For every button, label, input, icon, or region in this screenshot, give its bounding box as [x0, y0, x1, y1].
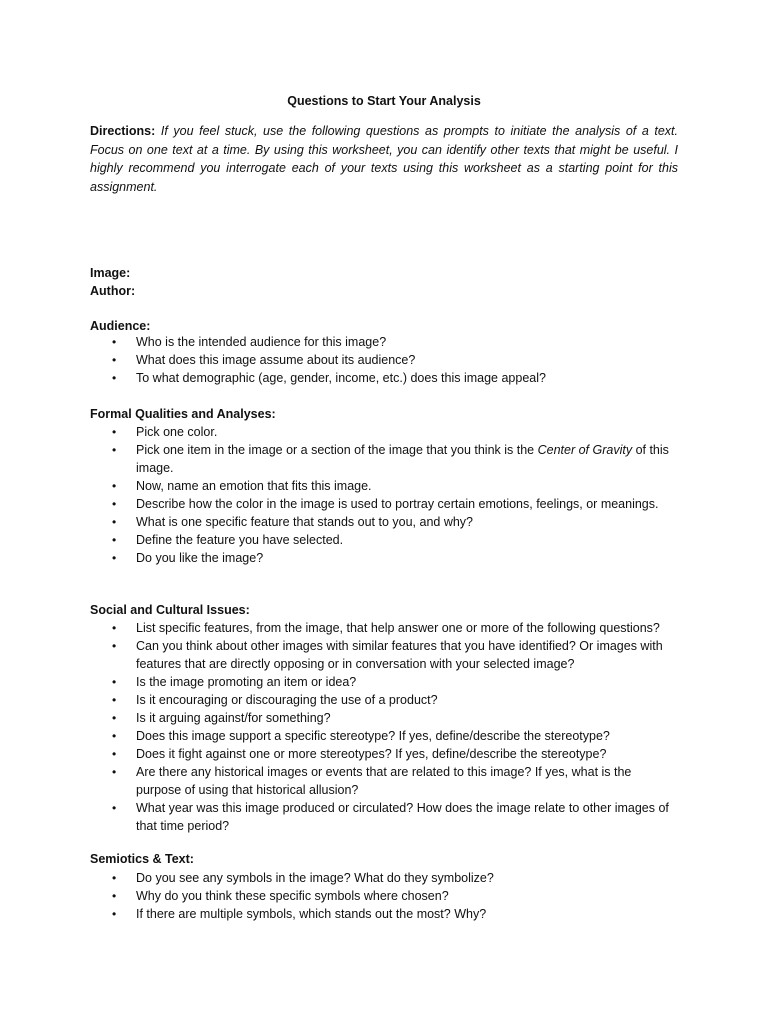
bullet-icon: •: [112, 515, 117, 529]
bullet-icon: •: [112, 551, 117, 565]
list-item: • Are there any historical images or events that are related to this image? If yes, what is the purpose of using that historical allusion?: [112, 765, 632, 797]
list-item: • Do you see any symbols in the image? What do they symbolize?: [112, 871, 494, 885]
bullet-icon: •: [112, 747, 117, 761]
bullet-icon: •: [112, 675, 117, 689]
list-item: • Does it fight against one or more stereotypes? If yes, define/describe the stereotype?: [112, 747, 607, 761]
list-item: • Do you like the image?: [112, 551, 264, 565]
list-item: • Why do you think these specific symbols where chosen?: [112, 889, 449, 903]
list-item: • Now, name an emotion that fits this image.: [112, 479, 372, 493]
list-item: • Define the feature you have selected.: [112, 533, 344, 547]
bullet-icon: •: [112, 765, 117, 779]
bullet-icon: •: [112, 711, 117, 725]
bullet-icon: •: [112, 729, 117, 743]
bullet-icon: •: [112, 335, 117, 349]
list-item: • Is it encouraging or discouraging the use of a product?: [112, 693, 438, 707]
list-item: • Describe how the color in the image is used to portray certain emotions, feelings, or meanings.: [112, 497, 659, 511]
list-item: • What does this image assume about its audience?: [112, 353, 416, 367]
bullet-icon: •: [112, 871, 117, 885]
audience-list: [0, 333, 680, 387]
bullet-icon: •: [112, 889, 117, 903]
bullet-icon: •: [112, 639, 117, 653]
bullet-icon: •: [112, 371, 117, 385]
bullet-icon: •: [112, 907, 117, 921]
bullet-icon: •: [112, 425, 117, 439]
semiotics-list: [0, 869, 680, 923]
list-item: • Can you think about other images with similar features that you have identified? Or images with features that are directly opposing or in conversation with your selected image?: [112, 639, 663, 671]
bullet-icon: •: [112, 479, 117, 493]
bullet-icon: •: [112, 621, 117, 635]
center-of-gravity-term: Center of Gravity: [537, 443, 633, 457]
bullet-icon: •: [112, 693, 117, 707]
list-item: • What is one specific feature that stands out to you, and why?: [112, 515, 473, 529]
formal-qualities-heading: Formal Qualities and Analyses:: [90, 407, 276, 421]
directions-paragraph: [90, 122, 678, 196]
list-item: • Is it arguing against/for something?: [112, 711, 331, 725]
social-cultural-list: [0, 619, 680, 835]
list-item: • Does this image support a specific stereotype? If yes, define/describe the stereotype?: [112, 729, 610, 743]
semiotics-heading: Semiotics & Text:: [90, 852, 194, 866]
formal-qualities-list: [0, 423, 680, 567]
list-item: • Is the image promoting an item or idea?: [112, 675, 357, 689]
list-item: • Pick one item in the image or a section of the image that you think is the Center of Gravity of this image.: [112, 443, 669, 475]
social-cultural-heading: Social and Cultural Issues:: [90, 603, 250, 617]
bullet-icon: •: [112, 353, 117, 367]
bullet-icon: •: [112, 533, 117, 547]
bullet-icon: •: [112, 443, 117, 457]
page-title: Questions to Start Your Analysis: [287, 94, 481, 108]
list-item: • List specific features, from the image, that help answer one or more of the following questions?: [112, 621, 660, 635]
audience-heading: Audience:: [90, 319, 151, 333]
bullet-icon: •: [112, 497, 117, 511]
directions-text: If you feel stuck, use the following questions as prompts to initiate the analysis of a text. Focus on one text at a time. By using this worksheet, you can identify other texts that might be useful. I highly recommend you interrogate each of your texts using this worksheet as a starting point for this assignment.: [90, 124, 678, 194]
list-item: • What year was this image produced or circulated? How does the image relate to other images of that time period?: [112, 801, 669, 833]
list-item: • To what demographic (age, gender, income, etc.) does this image appeal?: [112, 371, 546, 385]
list-item: • If there are multiple symbols, which stands out the most? Why?: [112, 907, 487, 921]
image-field-label: Image:: [90, 266, 131, 280]
author-field-label: Author:: [90, 284, 136, 298]
directions-label: Directions:: [90, 124, 156, 138]
bullet-icon: •: [112, 801, 117, 815]
list-item: • Who is the intended audience for this image?: [112, 335, 387, 349]
list-item: • Pick one color.: [112, 425, 218, 439]
